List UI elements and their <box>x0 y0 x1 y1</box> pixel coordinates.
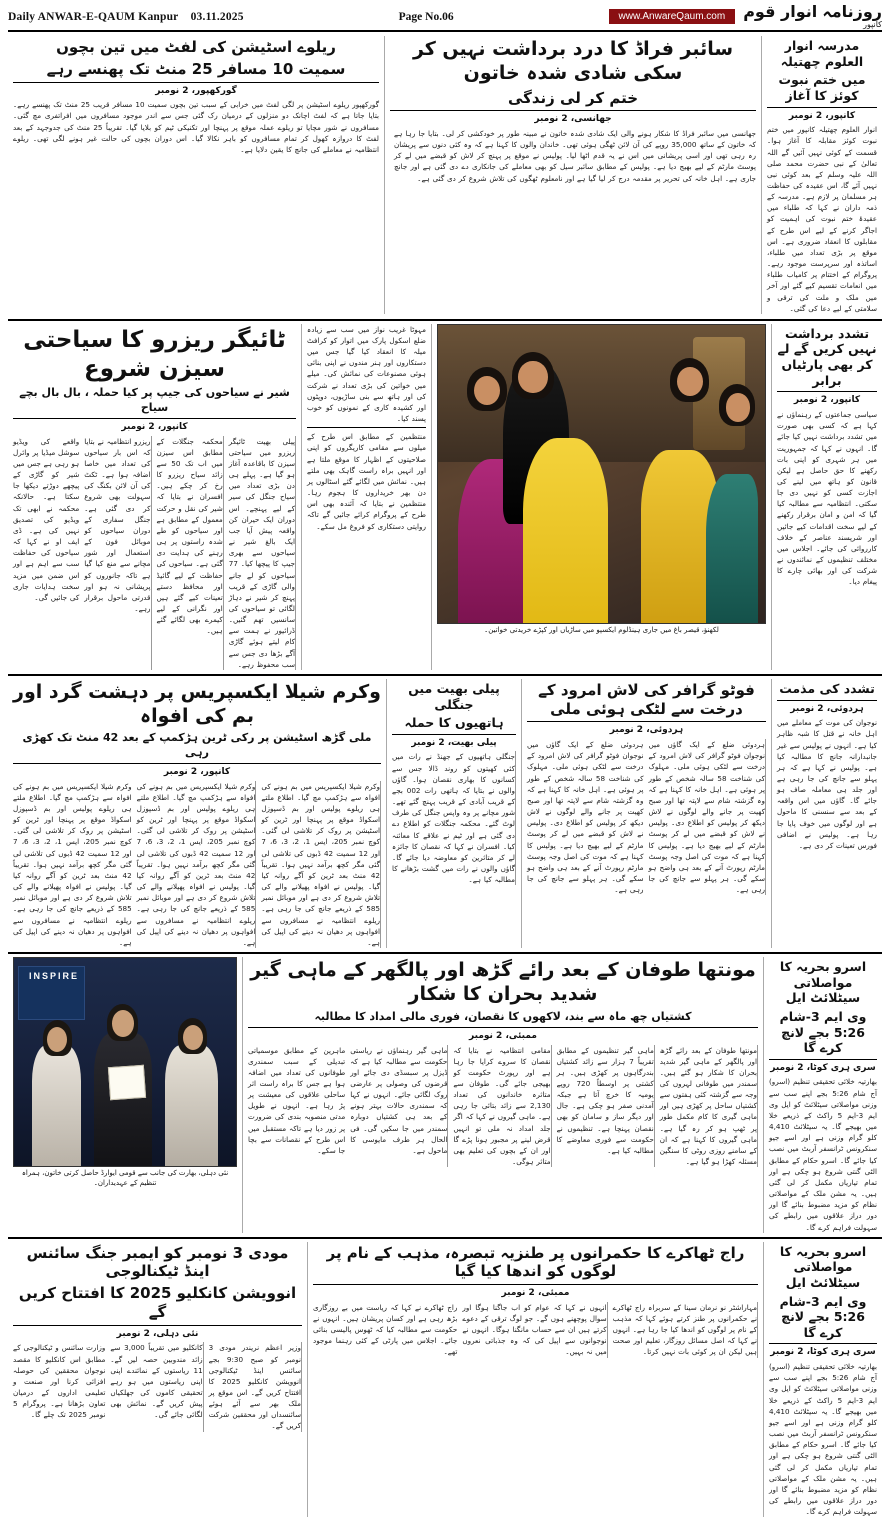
article-dateline: کانپور، 2 نومبر <box>788 110 856 121</box>
article-body: محکمہ جنگلات کے مطابق اس سیزن میں اب تک 50 سے زائد سیاح ریزرو کا رخ کر چکے ہیں۔ افسران نے بتایا کہ شیر کی نقل و حرکت معمول کے مطابق ہے اور سیاحوں کو طے شدہ راستوں پر ہی رہنے کی ہدایت دی گئی ہے۔ سیاحوں کی حفاظت کے لیے گائیڈ اور محافظ دستے تعینات کیے گئے ہیں اور نگرانی کے لیے کیمرے بھی لگائے گئے ہیں۔ <box>156 436 223 636</box>
article-body: کانکلیو میں تقریباً 3,000 سے زائد مندوبین حصہ لیں گے۔ 11 ریاستوں کے نمائندے اپنی اپنی ریاستوں میں ہو رہے تحقیقی کاموں کی جھلکیاں پیش کریں گے۔ نمائش بھی لگائی جائے گی۔ <box>110 1343 203 1420</box>
article-body: بھارتیہ خلائی تحقیقی تنظیم (اسرو) آج شام 5:26 بجے اپنے سب سے وزنی مواصلاتی سیٹلائٹ کو ایل وی ایم 3-ایم 5 راکٹ کے ذریعے خلا میں بھیجے گا۔ یہ سیٹلائٹ 4,410 کلو گرام وزنی ہے اور اسے جیو سنکرونس ٹرانسفر آربٹ میں نصب کیا جائے گا۔ اسرو حکام کے مطابق الٹی گنتی شروع ہو چکی ہے اور تمام تیاریاں مکمل کر لی گئی ہیں۔ یہ مشن ملک کے مواصلاتی نظام کو مزید مضبوط بنائے گا اور دور دراز علاقوں میں رابطے کی سہولت فراہم کرے گا۔ <box>769 1362 877 1517</box>
article-storm-fishermen <box>243 957 764 1233</box>
article-body-cont: وکرم شیلا ایکسپریس میں بم ہونے کی افواہ سے ہڑکمپ مچ گیا۔ اطلاع ملتے ہی ریلوے پولیس اور بم ڈسپوزل اسکواڈ موقع پر پہنچا اور ٹرین کو اسٹیشن پر روک کر تلاشی لی گئی۔ کوچ نمبر 205، ایس 1، 2، 3، 6، 7 اور 12 سمیت 42 ڈبوں کی تلاشی لی گئی مگر کچھ برآمد نہیں ہوا۔ تقریباً 42 منٹ بعد ٹرین کو آگے روانہ کیا گیا۔ پولیس نے افواہ پھیلانے والے کی تلاش شروع کر دی ہے اور موبائل نمبر 585 کے ذریعے جانچ کی جا رہی ہے۔ ریلوے انتظامیہ نے مسافروں سے افواہوں پر دھیان نہ دینے کی اپیل کی ہے۔ <box>136 781 256 947</box>
masthead <box>8 2 882 32</box>
masthead-paper-name: Daily ANWAR-E-QAUM Kanpur <box>8 10 179 23</box>
article-body: مہاراشٹر نو نرمان سینا کے سربراہ راج ٹھاکرے نے حکمرانوں پر طنز کرتے ہوئے کہا کہ مذہب کے نام پر لوگوں کو اندھا کیا جا رہا ہے۔ انہوں نے کہا کہ اصل مسائل روزگار، تعلیم اور صحت ہیں لیکن ان پر کوئی بات نہیں کرتا۔ <box>612 1302 757 1357</box>
photo-caption: نئی دہلی، بھارت کی جانب سے قومی ایوارڈ حاصل کرتی خاتون، ہمراہ تنظیم کے عہدیداران۔ <box>21 1169 229 1187</box>
article-headline-line2: وی ایم 3-شام 5:26 بجے لانچ کرے گا <box>779 1293 867 1340</box>
handicraft-block <box>432 324 772 670</box>
article-tiger-reserve <box>8 324 302 670</box>
article-photographer-body <box>522 679 772 948</box>
article-headline-line1: مدرسہ انوار العلوم چھتیلہ <box>780 38 864 69</box>
article-col <box>229 436 296 670</box>
article-body: بھارتیہ خلائی تحقیقی تنظیم (اسرو) آج شام 5:26 بجے اپنے سب سے وزنی مواصلاتی سیٹلائٹ کو ایل وی ایم 3-ایم 5 راکٹ کے ذریعے خلا میں بھیجے گا۔ یہ سیٹلائٹ 4,410 کلو گرام وزنی ہے اور اسے جیو سنکرونس ٹرانسفر آربٹ میں نصب کیا جائے گا۔ اسرو حکام کے مطابق الٹی گنتی شروع ہو چکی ہے اور تمام تیاریاں مکمل کر لی گئی ہیں۔ یہ مشن ملک کے مواصلاتی نظام کو مزید مضبوط بنائے گا اور دور دراز علاقوں میں رابطے کی سہولت فراہم کرے گا۔ <box>769 1077 877 1232</box>
article-headline-line2: وی ایم 3-شام 5:26 بجے لانچ کرے گا <box>779 1008 867 1056</box>
photo-banner <box>18 966 85 1020</box>
article-cyber-fraud <box>385 36 762 314</box>
article-handicraft-text <box>302 324 432 670</box>
photo-caption: لکھنؤ، قیصر باغ میں جاری ہینڈلوم ایکسپو میں ساڑیاں اور کپڑے خریدتی خواتین۔ <box>484 625 719 634</box>
article-body-cont: ہردوئی ضلع کے ایک گاؤں میں نوجوان فوٹو گرافر کی لاش امرود کے درخت سے لٹکی ہوئی ملی۔ مہلوک کی شناخت 58 سالہ شخص کے طور پر ہوئی ہے۔ اہل خانہ کا کہنا ہے کہ وہ گزشتہ شام سے لاپتہ تھا اور صبح کھیت پر جانے والے لوگوں نے لاش دیکھ کر پولیس کو اطلاع دی۔ پولیس نے لاش کو قبضے میں لے کر پوسٹ مارٹم کے لیے بھیج دیا ہے۔ پولیس کا کہنا ہے کہ موت کی اصل وجہ پوسٹ مارٹم رپورٹ آنے کے بعد ہی واضح ہو سکے گی۔ ہر پہلو سے جانچ کی جا رہی ہے۔ <box>527 740 644 895</box>
masthead-urdu-prefix: روزنامہ <box>822 2 882 21</box>
band-top <box>8 36 882 314</box>
article-dateline: گورکھپور، 2 نومبر <box>155 85 237 96</box>
article-body: ہردوئی ضلع کے ایک گاؤں میں نوجوان فوٹو گرافر کی لاش امرود کے درخت سے لٹکی ہوئی ملی۔ مہلوک کی شناخت 58 سالہ شخص کے طور پر ہوئی ہے۔ اہل خانہ کا کہنا ہے کہ وہ گزشتہ شام سے لاپتہ تھا اور صبح کھیت پر جانے والے لوگوں نے لاش دیکھ کر پولیس کو اطلاع دی۔ پولیس نے لاش کو قبضے میں لے کر پوسٹ مارٹم کے لیے بھیج دیا ہے۔ پولیس کا کہنا ہے کہ موت کی اصل وجہ پوسٹ مارٹم رپورٹ آنے کے بعد ہی واضح ہو سکے گی۔ ہر پہلو سے جانچ کی جا رہی ہے۔ <box>648 740 765 895</box>
article-raj-thackeray <box>308 1242 764 1517</box>
article-madrasa-quiz <box>762 36 882 314</box>
article-body: نوجوان کی موت کے معاملے میں اہل خانہ نے قتل کا شبہ ظاہر کیا ہے۔ انہوں نے پولیس سے غیر جانبدارانہ جانچ کا مطالبہ کیا ہے۔ پولیس نے کہا ہے کہ ہر پہلو سے جانچ کی جا رہی ہے اور جلد ہی معاملہ صاف ہو جائے گا۔ گاؤں میں اس واقعہ کے بعد سے سنسنی کا ماحول ہے اور لوگوں میں خوف پایا جا رہا ہے۔ پولیس نے اضافی فورس تعینات کر دی ہے۔ <box>777 718 877 850</box>
masthead-urdu-title <box>743 4 882 29</box>
article-dateline: نئی دہلی، 2 نومبر <box>116 1328 199 1339</box>
article-body-cont2: وکرم شیلا ایکسپریس میں بم ہونے کی افواہ سے ہڑکمپ مچ گیا۔ اطلاع ملتے ہی ریلوے پولیس اور بم ڈسپوزل اسکواڈ موقع پر پہنچا اور ٹرین کو اسٹیشن پر روک کر تلاشی لی گئی۔ کوچ نمبر 205، ایس 1، 2، 3، 6، 7 اور 12 سمیت 42 ڈبوں کی تلاشی لی گئی مگر کچھ برآمد نہیں ہوا۔ تقریباً 42 منٹ بعد ٹرین کو آگے روانہ کیا گیا۔ پولیس نے افواہ پھیلانے والے کی تلاش شروع کر دی ہے اور موبائل نمبر 585 کے ذریعے جانچ کی جا رہی ہے۔ ریلوے انتظامیہ نے مسافروں سے افواہوں پر دھیان نہ دینے کی اپیل کی ہے۔ <box>12 781 132 947</box>
article-isro-launch-sidebar <box>764 1242 882 1517</box>
article-headline-line2: میں ختم نبوت کوئز کا آغاز <box>778 72 866 103</box>
article-headline-line1: پیلی بھیت میں جنگلی <box>408 680 500 712</box>
article-headline-line1: مودی 3 نومبر کو ایمبر جنگ سائنس اینڈ ٹیکنالوجی <box>26 1243 289 1281</box>
article-col <box>84 436 151 670</box>
article-railway-lift <box>8 36 385 314</box>
masthead-website[interactable]: www.AnwareQaum.com <box>609 9 736 24</box>
article-isro-satellite <box>764 957 882 1233</box>
article-col <box>157 436 224 670</box>
article-dateline: کانپور، 2 نومبر <box>793 395 861 406</box>
article-body: سیاسی جماعتوں کے رہنماؤں نے کہا ہے کہ کسی بھی صورت میں تشدد برداشت نہیں کیا جائے گا۔ انہوں نے کہا کہ جمہوریت میں ہر شہری کو اپنی بات رکھنے کا حق حاصل ہے لیکن قانون کو ہاتھ میں لینے کی اجازت کسی کو نہیں دی جا سکتی۔ انتظامیہ سے مطالبہ کیا گیا کہ امن و امان برقرار رکھنے کے لیے سخت اقدامات کیے جائیں اور شرپسند عناصر کے خلاف کارروائی کی جائے۔ اجلاس میں مختلف تنظیموں کے نمائندوں نے شرکت کی اور بھائی چارے کا پیغام دیا۔ <box>777 410 877 587</box>
article-body: واقعے کی ویڈیو سوشل میڈیا پر وائرل ہو رہی ہے جس میں شیر کو گاڑی کے پیچھے دوڑتے دیکھا جا سکتا ہے۔ حالانکہ محکمہ نے ابھی تک ویڈیو کی تصدیق نہیں کی ہے۔ ڈی ایف او نے کہا کہ سیاحوں کی حفاظت سب سے اہم ہے اور اس ضمن میں مزید سخت ہدایات جاری کی جائیں گی۔ <box>12 436 80 602</box>
article-body: ریزرو انتظامیہ نے بتایا کہ اس بار سیاحوں کی تعداد میں خاصا اضافہ ہوا ہے۔ ٹکٹ کی آن لائن بکنگ کی سہولت بھی شروع کر دی گئی ہے۔ جنگل سفاری کے دوران سیاحوں کو موبائل فون کے استعمال اور شور مچانے سے منع کیا گیا ہے تاکہ جانوروں کو پریشانی نہ ہو اور قدرتی ماحول برقرار رہے۔ <box>84 436 151 613</box>
article-body: وزیر اعظم نریندر مودی 3 نومبر کو صبح 9:30 بجے سائنس اینڈ ٹیکنالوجی انوویشن کانکلیو 2025 کا افتتاح کریں گے۔ اس موقع پر ملک بھر سے آئے ہوئے سائنسداں اور محققین شرکت کریں گے۔ <box>208 1343 301 1431</box>
article-headline-line1: وکرم شیلا ایکسپریس پر دہشت گرد اور بم کی افواہ <box>13 680 381 727</box>
article-headline-line2: انوویشن کانکلیو 2025 کا افتتاح کریں گے <box>18 1284 297 1321</box>
masthead-left <box>8 11 244 23</box>
photo-handicraft-expo <box>437 324 766 624</box>
article-wild-elephant <box>387 679 522 948</box>
article-body: ماہی گیر رہنماؤں نے ریاستی حکومت سے مطالبہ کیا ہے کہ ڈیزل پر سبسڈی دی جائے اور قرضوں کی وصولی پر عارضی روک لگائی جائے۔ انہوں نے کہا کہ سمندری حالات بہتر ہونے کے بعد ہی کشتیاں دوبارہ سمندر میں جا سکیں گی۔ فی الحال ہر طرف مایوسی کا ماحول ہے۔ <box>350 1045 448 1155</box>
article-headline-line1: اسرو بحریہ کا مواصلاتی سیٹلائٹ ایل <box>779 959 867 1006</box>
band-four <box>8 957 882 1233</box>
article-dateline: سری ہری کوٹا، 2 نومبر <box>770 1062 876 1073</box>
article-dateline: پیلی بھیت، 2 نومبر <box>411 737 497 748</box>
article-body: ماہی گیر تنظیموں کے مطابق تقریباً 7 ہزار سے زائد کشتیاں بندرگاہوں پر کھڑی ہیں۔ ہر کشتی پر اوسطاً 720 روپے یومیہ کا خرچ آتا ہے جبکہ آمدنی صفر ہو چکی ہے۔ جال اور دیگر ساز و سامان کو بھی نقصان پہنچا ہے۔ تنظیموں نے حکومت سے فوری معاوضے کا مطالبہ کیا ہے۔ <box>556 1045 654 1155</box>
article-body: ماہرین کے مطابق موسمیاتی تبدیلی کے سبب سمندری طوفانوں کی تعداد میں اضافہ ہوا ہے جس کا براہ راست اثر ساحلی علاقوں کی معیشت پر پڑ رہا ہے۔ انہوں نے طویل مدتی منصوبہ بندی کی ضرورت پر زور دیا ہے تاکہ مستقبل میں اس طرح کے نقصانات سے بچا جا سکے۔ <box>247 1045 346 1155</box>
article-dateline: ہردوئی، 2 نومبر <box>790 703 864 714</box>
photo-award-ceremony <box>13 957 237 1167</box>
article-body: وزارت سائنس و ٹیکنالوجی کے مطابق اس کانکلیو کا مقصد نوجوان محققین کی حوصلہ افزائی کرنا اور صنعت و تعلیمی اداروں کے درمیان تعاون بڑھانا ہے۔ پروگرام 5 نومبر 2025 تک چلے گا۔ <box>13 1343 106 1420</box>
masthead-urdu-name: انوار قوم <box>743 2 818 21</box>
article-dateline: ممبئی، 2 نومبر <box>469 1030 537 1041</box>
masthead-urdu-city: کانپور <box>863 20 882 29</box>
article-headline: تشدد برداشت نہیں کریں گے لے کر بھی پارٹیاں برابر <box>777 325 877 388</box>
article-body: انہوں نے کہا کہ عوام کو اب جاگنا ہوگا اور سوال پوچھنے ہوں گے۔ جو لوگ ترقی کے دعوے کرتے ہیں ان سے حساب مانگنا ہوگا۔ انہوں نے نوجوانوں سے اپیل کی کہ وہ جذباتی نعروں میں نہ بہیں۔ <box>462 1302 607 1357</box>
article-body: مقامی انتظامیہ نے بتایا کہ نقصان کا سروے کرایا جا رہا ہے اور رپورٹ حکومت کو بھیجی جائے گی۔ طوفان سے متاثرہ خاندانوں کی تعداد 2,130 سے زائد بتائی جا رہی ہے۔ ماہی گیروں نے کہا کہ اگر جلد امداد نہ ملی تو انہیں قرض لینے پر مجبور ہونا پڑے گا اور ان کے بچوں کی تعلیم بھی متاثر ہوگی۔ <box>453 1045 551 1167</box>
masthead-page-no: Page No.06 <box>398 10 454 23</box>
article-body-cont: منتظمین کے مطابق اس طرح کے میلوں سے مقامی کاریگروں کو اپنی صلاحیتوں کے اظہار کا موقع ملتا ہے اور انہیں براہ راست گاہک بھی ملتے ہیں۔ نمائش میں لگائے گئے اسٹالوں پر دن بھر خریداروں کا ہجوم رہا۔ منتظمین نے بتایا کہ آئندہ بھی اس طرح کے پروگرام کرائے جائیں گے تاکہ روایتی دستکاری کو فروغ مل سکے۔ <box>307 432 426 531</box>
award-photo-block <box>8 957 243 1233</box>
article-dateline: سری ہری کوٹا، 2 نومبر <box>770 1347 876 1358</box>
article-headline: ٹائیگر ریزرو کا سیاحتی سیزن شروع <box>23 326 286 382</box>
article-headline-line1: اسرو بحریہ کا مواصلاتی سیٹلائٹ ایل <box>779 1243 867 1290</box>
article-headline-line2: ہاتھیوں کا حملہ <box>404 715 504 731</box>
article-body: جنگلی ہاتھیوں کے جھنڈ نے رات میں کئی کھیتوں کو روند ڈالا جس سے کسانوں کا بھاری نقصان ہوا۔ گاؤں والوں نے بتایا کہ ہاتھی رات 002 بجے کے قریب آبادی کے قریب پہنچ گئے تھے۔ شور مچانے پر وہ واپس جنگل کی طرف لوٹ گئے۔ محکمہ جنگلات کو اطلاع دے دی گئی ہے اور ٹیم نے علاقے کا معائنہ کیا۔ افسران نے کہا کہ نقصان کا جائزہ لے کر متاثرین کو معاوضہ دیا جائے گا۔ گاؤں والوں نے رات میں گشت بڑھانے کا مطالبہ کیا ہے۔ <box>392 752 515 885</box>
article-headline-line2: ختم کر لی زندگی <box>507 88 639 107</box>
article-headline-line2: کشتیاں چھ ماہ سے بند، لاکھوں کا نقصان، فوری مالی امداد کا مطالبہ <box>314 1009 692 1023</box>
article-bomb-rumour <box>8 679 387 948</box>
article-headline-line1: مونتھا طوفان کے بعد رائے گڑھ اور پالگھر کے ماہی گیر شدید بحران کا شکار <box>250 959 756 1005</box>
article-condemn-short <box>772 679 882 948</box>
article-headline: راج ٹھاکرے کا حکمرانوں پر طنزیہ تبصرہ، مذہب کے نام پر لوگوں کو اندھا کیا گیا <box>326 1243 745 1281</box>
article-body: مونتھا طوفان کے بعد رائے گڑھ اور پالگھر کے ماہی گیر شدید بحران کا شکار ہو گئے ہیں۔ سمندر میں طوفانی لہروں کی وجہ سے گزشتہ کئی ہفتوں سے کشتیاں ساحل پر کھڑی ہیں اور ماہی گیری کا کام مکمل طور پر ٹھپ ہو کر رہ گیا ہے۔ ماہی گیروں کا کہنا ہے کہ ان کے سامنے روزی روٹی کا سنگین مسئلہ کھڑا ہو گیا ہے۔ <box>659 1045 757 1167</box>
article-body: پیلی بھیت ٹائیگر ریزرو میں سیاحتی سیزن کا باقاعدہ آغاز ہو گیا ہے۔ پہلے ہی دن بڑی تعداد میں سیاح جنگل کی سیر کے لیے پہنچے۔ اس دوران ایک حیران کن واقعہ پیش آیا جب ایک بالغ شیر نے سیاحوں سے بھری جیپ کا پیچھا کیا۔ 77 سیاحوں کو لے جانے والی گاڑی کے قریب پہنچ کر شیر نے دہاڑ لگائی تو سیاحوں کی سانسیں تھم گئیں۔ ڈرائیور نے ہمت سے کام لیتے ہوئے گاڑی آگے بڑھا دی جس سے سب محفوظ رہے۔ <box>228 436 295 669</box>
article-modi-conclave <box>8 1242 308 1517</box>
article-dateline: ممبئی، 2 نومبر <box>501 1288 570 1299</box>
article-dateline: کانپور، 2 نومبر <box>121 421 188 432</box>
article-dateline: کانپور، 2 نومبر <box>163 767 231 777</box>
article-subheadline: شیر نے سیاحوں کی جیپ پر کیا حملہ ، بال بال بچے سیاح <box>19 386 290 414</box>
article-body: گورکھپور ریلوے اسٹیشن پر لگی لفٹ میں خرابی کے سبب تین بچوں سمیت 10 مسافر قریب 25 منٹ تک پھنسے رہے۔ بتایا جاتا ہے کہ لفٹ اچانک دو منزلوں کے درمیان رک گئی جس سے اندر موجود مسافروں میں افراتفری مچ گئی۔ مسافروں نے شور مچایا تو ریلوے عملہ موقع پر پہنچا اور تکنیکی ٹیم کو بلایا گیا۔ تقریباً 25 منٹ کی جدوجہد کے بعد لفٹ کا دروازہ کھول کر تمام مسافروں کو باہر نکالا گیا۔ اس دوران بچوں کی حالت غیر ہونے لگی تھی۔ ریلوے انتظامیہ نے معاملے کی جانچ کا یقین دلایا ہے۔ <box>13 100 380 154</box>
article-headline: فوٹو گرافر کی لاش امرود کے درخت سے لٹکی ہوئی ملی <box>538 680 755 718</box>
article-headline-line2: سمیت 10 مسافر 25 منٹ تک پھنسے رہے <box>46 59 346 78</box>
article-headline-line1: ریلوے اسٹیشن کی لفٹ میں تین بچوں <box>56 38 336 56</box>
article-col <box>13 436 79 670</box>
band-five <box>8 1242 882 1517</box>
article-body: راج ٹھاکرے نے کہا کہ ریاست میں بے روزگاری بڑھ رہی ہے اور کسان پریشان ہیں۔ انہوں نے حکومت سے مطالبہ کیا کہ ٹھوس پالیسی بنائی جائے۔ اجلاس میں پارٹی کے کئی رہنما موجود تھے۔ <box>313 1302 458 1357</box>
article-body: انوار العلوم چھتیلہ کانپور میں ختم نبوت کوئز مقابلہ کا آغاز ہوا۔ قسمت کے کوئی نہیں آئیں گے اللہ تعالیٰ کے نبی حضرت محمد صلی اللہ علیہ وسلم کے بعد کوئی نبی نہیں آئے گا، اس عقیدہ کی حفاظت ہر مسلمان پر لازم ہے۔ مدرسہ کے ذمہ داران نے کہا کہ طلباء میں عقیدۂ ختم نبوت کی اہمیت کو اجاگر کرنے کے لیے اس طرح کے مقابلوں کا انعقاد ضروری ہے۔ اس موقع پر بڑی تعداد میں طلباء، اساتذہ اور سرپرست موجود رہے۔ پروگرام کے اختتام پر کامیاب طلباء میں انعامات تقسیم کیے گئے اور آخر میں ملک و ملت کی ترقی و سلامتی کے لیے دعا کی گئی۔ <box>767 125 877 313</box>
photo-banner-text: INSPIRE <box>29 971 80 982</box>
article-headline: تشدد کی مذمت <box>779 680 875 696</box>
article-dateline: جھانسی، 2 نومبر <box>534 114 612 125</box>
article-body: وکرم شیلا ایکسپریس میں بم ہونے کی افواہ سے ہڑکمپ مچ گیا۔ اطلاع ملتے ہی ریلوے پولیس اور بم ڈسپوزل اسکواڈ موقع پر پہنچا اور ٹرین کو اسٹیشن پر روک کر تلاشی لی گئی۔ کوچ نمبر 205، ایس 1، 2، 3، 6، 7 اور 12 سمیت 42 ڈبوں کی تلاشی لی گئی مگر کچھ برآمد نہیں ہوا۔ تقریباً 42 منٹ بعد ٹرین کو آگے روانہ کیا گیا۔ پولیس نے افواہ پھیلانے والے کی تلاش شروع کر دی ہے اور موبائل نمبر 585 کے ذریعے جانچ کی جا رہی ہے۔ ریلوے انتظامیہ نے مسافروں سے افواہوں پر دھیان نہ دینے کی اپیل کی ہے۔ <box>261 781 381 947</box>
article-body: جھانسی میں سائبر فراڈ کا شکار ہونے والی ایک شادی شدہ خاتون نے مبینہ طور پر خودکشی کر لی۔ بتایا جا رہا ہے کہ خاتون کے ساتھ 35,000 روپے کی آن لائن ٹھگی ہوئی تھی۔ خاندان والوں کا کہنا ہے کہ وہ کئی دنوں سے پریشان رہ رہی تھی اور اسی پریشانی میں اس نے یہ قدم اٹھا لیا۔ پولیس نے موقع پر پہنچ کر لاش کو قبضے میں لے کر پوسٹ مارٹم کے لیے بھیج دیا ہے۔ پولیس کے مطابق سائبر سیل کو بھی معاملے کی جانکاری دے دی گئی ہے اور جانچ جاری ہے۔ اہل خانہ کی تحریر پر مقدمہ درج کر لیا گیا ہے اور نامعلوم ٹھگوں کی تلاش شروع کر دی گئی ہے۔ <box>394 128 756 183</box>
band-two <box>8 324 882 670</box>
article-headline-line1: سائبر فراڈ کا درد برداشت نہیں کر سکی شادی شدہ خاتون <box>412 38 734 84</box>
article-body: مہوٹا غریب نواز میں سب سے زیادہ ضلع اسکول پارک میں اتوار کو کرافٹ میلہ کا انعقاد کیا گیا جس میں دستکاروں اور ہنر مندوں نے اپنی بنائی ہوئی مصنوعات کی نمائش کی۔ میلے میں خواتین کی بڑی تعداد نے شرکت کی اور ہاتھ سے بنی ساڑیوں، دوپٹوں اور کشیدہ کاری کے نمونوں کو خوب پسند کیا۔ <box>307 324 426 424</box>
article-headline-line2: ملی گڑھ اسٹیشن پر رکی ٹرین ہڑکمپ کے بعد 42 منٹ تک کھڑی رہی <box>22 731 372 759</box>
band-three <box>8 679 882 948</box>
article-dateline: ہردوئی، 2 نومبر <box>609 725 684 736</box>
article-violence-condemn <box>772 324 882 670</box>
masthead-date: 03.11.2025 <box>190 10 244 23</box>
